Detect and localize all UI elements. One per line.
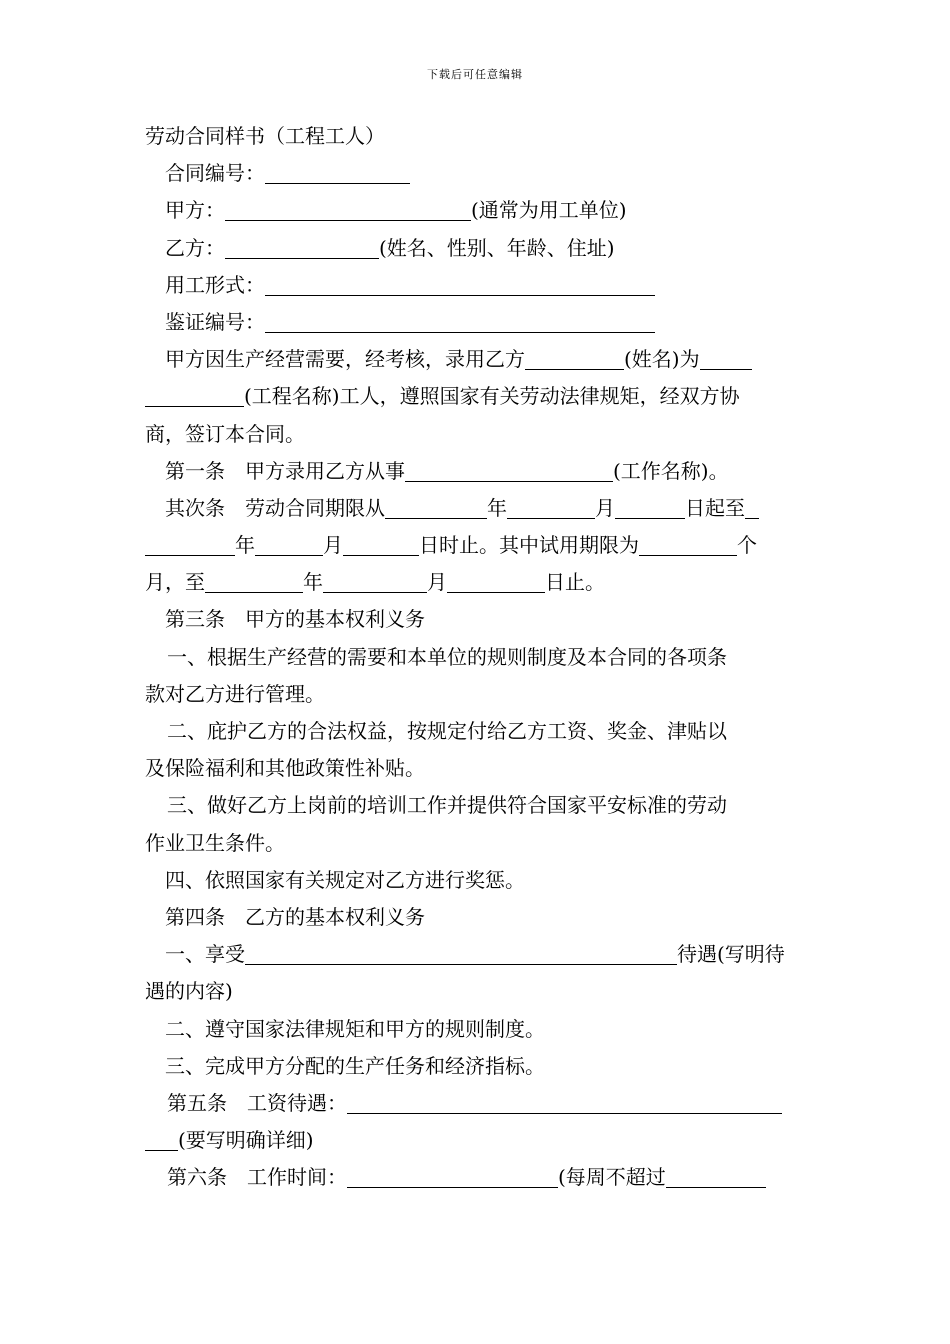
article-3-item-3a: 三、做好乙方上岗前的培训工作并提供符合国家平安标准的劳动: [167, 793, 727, 818]
article-3-item-4: 四、依照国家有关规定对乙方进行奖惩。: [165, 867, 525, 892]
year-text-2: 年: [235, 533, 255, 558]
weekly-hours-blank[interactable]: [666, 1165, 766, 1188]
party-a-hint: (通常为用工单位): [471, 198, 627, 223]
article-2-line-3: [145, 564, 810, 601]
article-2-label: 其次条 劳动合同期限从: [165, 495, 385, 520]
article-4-item-2: 二、遵守国家法律规矩和甲方的规则制度。: [165, 1016, 545, 1041]
wage-blank-2[interactable]: [145, 1128, 178, 1151]
month-text-1: 月: [595, 495, 615, 520]
article-4-item-1-cont: 遇的内容): [145, 979, 233, 1004]
page-header-note: 下载后可任意编辑: [427, 68, 523, 81]
start-month-blank[interactable]: [507, 496, 595, 519]
probation-end-year-blank[interactable]: [205, 570, 303, 593]
day-to-text: 日时止。其中试用期限为: [419, 533, 639, 558]
article-3-item-2b: 及保险福利和其他政策性补贴。: [145, 756, 425, 781]
article-5-tail: (要写明确详细): [178, 1128, 314, 1153]
preamble-text-3: (工程名称)工人，遵照国家有关劳动法律规矩，经双方协: [244, 384, 740, 409]
party-a-blank[interactable]: [225, 198, 471, 221]
article-3-item-1b: 款对乙方进行管理。: [145, 681, 325, 706]
project-name-blank-1[interactable]: [700, 347, 752, 370]
working-hours-blank[interactable]: [347, 1165, 558, 1188]
verification-number-label: 鉴证编号：: [165, 309, 265, 334]
article-3-item-3b: 作业卫生条件。: [145, 830, 285, 855]
job-name-blank[interactable]: [405, 459, 613, 482]
party-a-label: 甲方：: [165, 198, 225, 223]
contract-document: [145, 118, 810, 1196]
day-from-text: 日起至: [685, 495, 745, 520]
employment-form-blank[interactable]: [265, 273, 655, 296]
start-day-blank[interactable]: [615, 496, 685, 519]
contract-number-line: [145, 155, 810, 192]
verification-number-line: [145, 304, 810, 341]
contract-number-label: 合同编号：: [165, 161, 265, 186]
wage-blank-1[interactable]: [347, 1091, 782, 1114]
probation-length-blank[interactable]: [639, 533, 737, 556]
employee-name-blank[interactable]: [525, 347, 624, 370]
employment-form-line: [145, 267, 810, 304]
article-1: [145, 453, 810, 490]
article-5-label: 第五条 工资待遇：: [167, 1090, 347, 1115]
month-text-3: 月: [427, 570, 447, 595]
probation-end-day-blank[interactable]: [447, 570, 545, 593]
preamble-line-2: [145, 378, 810, 415]
party-b-label: 乙方：: [165, 235, 225, 260]
preamble-line-3: 商，签订本合同。: [145, 421, 305, 446]
article-1-label: 第一条 甲方录用乙方从事: [165, 458, 405, 483]
article-2-line-1: [145, 490, 810, 527]
article-6-tail: (每周不超过: [558, 1165, 666, 1190]
month-to-text: 月，至: [145, 570, 205, 595]
end-day-blank[interactable]: [343, 533, 419, 556]
party-b-blank[interactable]: [225, 236, 379, 259]
end-text: 日止。: [545, 570, 605, 595]
start-year-blank[interactable]: [385, 496, 487, 519]
article-1-tail: (工作名称)。: [613, 458, 729, 483]
year-text-3: 年: [303, 570, 323, 595]
article-3-title: 第三条 甲方的基本权利义务: [165, 607, 425, 632]
article-4-item-1-tail: 待遇(写明待: [677, 942, 785, 967]
year-text-1: 年: [487, 495, 507, 520]
article-4-title: 第四条 乙方的基本权利义务: [165, 904, 425, 929]
end-month-blank[interactable]: [255, 533, 323, 556]
article-6: [145, 1159, 810, 1196]
article-3-item-1a: 一、根据生产经营的需要和本单位的规则制度及本合同的各项条: [167, 644, 727, 669]
end-year-blank-b[interactable]: [145, 533, 235, 556]
article-6-label: 第六条 工作时间：: [167, 1165, 347, 1190]
party-b-line: [145, 230, 810, 267]
ge-text: 个: [737, 533, 757, 558]
article-4-item-1: [145, 936, 810, 973]
article-5: [145, 1085, 810, 1122]
month-text-2: 月: [323, 533, 343, 558]
article-3-item-2a: 二、庇护乙方的合法权益，按规定付给乙方工资、奖金、津贴以: [167, 719, 727, 743]
employment-form-label: 用工形式：: [165, 272, 265, 297]
verification-number-blank[interactable]: [265, 310, 655, 333]
preamble-text-1: 甲方因生产经营需要，经考核，录用乙方: [165, 347, 525, 372]
probation-end-month-blank[interactable]: [323, 570, 427, 593]
party-b-hint: (姓名、性别、年龄、住址): [379, 235, 615, 260]
contract-number-blank[interactable]: [265, 161, 410, 184]
preamble-line-1: [145, 341, 810, 378]
party-a-line: [145, 192, 810, 229]
article-5-cont: [145, 1122, 810, 1159]
end-year-blank-a[interactable]: [745, 496, 759, 519]
project-name-blank-2[interactable]: [145, 384, 244, 407]
article-4-item-3: 三、完成甲方分配的生产任务和经济指标。: [165, 1053, 545, 1078]
document-title: 劳动合同样书（工程工人）: [145, 124, 385, 148]
preamble-text-2: (姓名)为: [624, 347, 700, 372]
benefits-blank[interactable]: [245, 942, 677, 965]
article-2-line-2: [145, 527, 810, 564]
article-4-item-1-label: 一、享受: [165, 942, 245, 967]
